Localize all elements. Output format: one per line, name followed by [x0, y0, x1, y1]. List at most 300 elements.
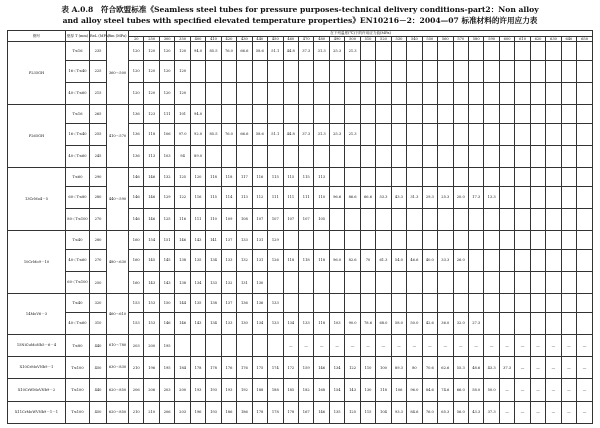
stress-value-cell: 138	[175, 249, 190, 271]
stress-value-cell: 118	[314, 249, 329, 271]
header-temp: 630	[546, 37, 561, 42]
rm-cell: 630～830	[107, 357, 129, 379]
stress-value-cell: 145	[144, 249, 159, 271]
stress-value-cell	[360, 168, 375, 187]
stress-value-cell: 135	[190, 249, 205, 271]
table-row	[8, 401, 593, 423]
stress-value-cell	[221, 145, 236, 167]
thickness-cell: T≤60	[66, 168, 90, 187]
stress-value-cell	[360, 145, 375, 167]
stress-value-cell: 133	[206, 271, 221, 293]
stress-value-cell: —	[546, 401, 561, 423]
stress-value-cell	[546, 60, 561, 82]
stress-value-cell	[515, 145, 530, 167]
stress-value-cell	[206, 105, 221, 124]
stress-value-cell	[298, 105, 313, 124]
stress-value-cell	[329, 231, 344, 250]
stress-value-cell	[407, 105, 422, 124]
stress-value-cell: 29.3	[422, 186, 437, 208]
header-rm: Rm (MPa)	[107, 31, 129, 42]
stress-value-cell	[484, 60, 499, 82]
thickness-cell: T≤16	[66, 105, 90, 124]
stress-value-cell	[561, 123, 576, 145]
stress-value-cell	[561, 105, 576, 124]
stress-value-cell	[438, 42, 453, 61]
stress-value-cell	[499, 82, 514, 104]
stress-value-cell	[422, 208, 437, 230]
stress-value-cell	[499, 208, 514, 230]
stress-value-cell: 159	[298, 357, 313, 379]
stress-value-cell	[206, 82, 221, 104]
stress-value-cell	[546, 168, 561, 187]
stress-value-cell: 115	[360, 401, 375, 423]
grade-cell: 15NiCuMoNb5－6－4	[8, 334, 66, 356]
stress-value-cell: 80	[407, 357, 422, 379]
stress-value-cell	[577, 123, 593, 145]
stress-value-cell: 143	[159, 271, 174, 293]
stress-value-cell	[546, 186, 561, 208]
stress-value-cell	[438, 231, 453, 250]
stress-value-cell: 131	[237, 271, 252, 293]
stress-value-cell	[376, 105, 391, 124]
table-row	[8, 145, 593, 167]
stress-value-cell: 82.6	[345, 249, 360, 271]
stress-value-cell	[546, 145, 561, 167]
stress-value-cell: 120	[175, 60, 190, 82]
header-temp: 530	[391, 37, 406, 42]
stress-value-cell: 104	[376, 401, 391, 423]
stress-value-cell: —	[561, 379, 576, 401]
stress-value-cell: —	[499, 401, 514, 423]
rm-cell: 410～570	[107, 105, 129, 168]
stress-value-cell: 136	[129, 145, 144, 167]
stress-value-cell: 185	[283, 379, 298, 401]
stress-value-cell	[268, 60, 283, 82]
stress-value-cell: 120	[190, 168, 205, 187]
stress-value-cell	[268, 105, 283, 124]
stress-value-cell	[438, 123, 453, 145]
stress-value-cell: 43.3	[468, 401, 483, 423]
stress-value-cell: 134	[206, 312, 221, 334]
stress-value-cell	[546, 312, 561, 334]
stress-value-cell: 58.0	[468, 379, 483, 401]
title-line-1: 表 A.0.8 符合欧盟标准《Seamless steel tubes for pressure purposes-technical delivery conditions-part2：Non alloy	[61, 5, 539, 14]
stress-value-cell	[252, 105, 267, 124]
stress-value-cell: 154	[144, 231, 159, 250]
stress-value-cell	[422, 82, 437, 104]
stress-value-cell	[314, 294, 329, 313]
stress-value-cell	[391, 123, 406, 145]
stress-value-cell	[468, 123, 483, 145]
stress-value-cell	[515, 231, 530, 250]
stress-value-cell	[484, 42, 499, 61]
stress-value-cell: 53.3	[376, 186, 391, 208]
stress-value-cell	[484, 271, 499, 293]
table-row	[8, 334, 593, 356]
stress-value-cell	[314, 271, 329, 293]
stress-value-cell: —	[391, 334, 406, 356]
header-temp: 570	[453, 37, 468, 42]
stress-value-cell: 120	[144, 82, 159, 104]
stress-value-cell: 70	[360, 249, 375, 271]
rel-cell: 270	[90, 249, 107, 271]
stress-value-cell: 196	[144, 357, 159, 379]
stress-value-cell: 58.0	[391, 312, 406, 334]
rel-cell: 280	[90, 186, 107, 208]
stress-value-cell	[376, 208, 391, 230]
stress-value-cell	[376, 60, 391, 82]
thickness-cell: 40＜T≤60	[66, 249, 90, 271]
stress-value-cell: 56.0	[453, 401, 468, 423]
stress-value-cell: 103	[159, 145, 174, 167]
stress-value-cell: 93.3	[391, 401, 406, 423]
stress-value-cell: —	[546, 334, 561, 356]
table-title	[0, 4, 600, 26]
stress-value-cell	[484, 123, 499, 145]
stress-value-cell: 154	[329, 379, 344, 401]
stress-value-cell	[577, 249, 593, 271]
stress-value-cell: 106	[159, 123, 174, 145]
table-row	[8, 123, 593, 145]
table-row	[8, 168, 593, 187]
stress-value-cell: 176	[221, 357, 236, 379]
stress-value-cell: 76.0	[221, 123, 236, 145]
header-temp: 550	[422, 37, 437, 42]
stress-value-cell: 43.3	[391, 186, 406, 208]
grade-cell: P235GH	[8, 42, 66, 105]
grade-cell: X10CrMoVNb9－1	[8, 357, 66, 379]
stress-value-cell: 96.0	[407, 379, 422, 401]
stress-value-cell: 113	[237, 186, 252, 208]
rel-cell: 310	[90, 312, 107, 334]
stress-value-cell	[453, 42, 468, 61]
stress-value-cell: 118	[314, 312, 329, 334]
stress-value-cell: —	[484, 334, 499, 356]
header-temp: 20	[129, 37, 144, 42]
table-row	[8, 231, 593, 250]
stress-value-cell	[561, 271, 576, 293]
stress-value-cell	[252, 82, 267, 104]
allowable-stress-table	[7, 30, 593, 424]
header-temp: 440	[252, 37, 267, 42]
stress-value-cell	[438, 271, 453, 293]
stress-value-cell	[453, 145, 468, 167]
stress-value-cell: 17.3	[468, 186, 483, 208]
stress-value-cell	[268, 334, 283, 356]
stress-value-cell	[546, 294, 561, 313]
stress-value-cell: 107	[283, 208, 298, 230]
stress-value-cell	[221, 105, 236, 124]
stress-value-cell	[499, 231, 514, 250]
stress-value-cell: 143	[190, 231, 205, 250]
stress-value-cell: 78.6	[360, 312, 375, 334]
stress-value-cell	[422, 123, 437, 145]
header-temp: 590	[484, 37, 499, 42]
stress-value-cell	[190, 60, 205, 82]
stress-value-cell	[407, 294, 422, 313]
stress-value-cell: 146	[144, 208, 159, 230]
stress-value-cell	[283, 294, 298, 313]
thickness-cell: 60＜T≤100	[66, 271, 90, 293]
stress-value-cell	[468, 105, 483, 124]
stress-value-cell	[530, 294, 545, 313]
stress-value-cell: —	[376, 334, 391, 356]
stress-value-cell: 61.3	[376, 249, 391, 271]
stress-value-cell: 31.3	[314, 42, 329, 61]
rm-cell: 360～500	[107, 42, 129, 105]
stress-value-cell	[499, 249, 514, 271]
stress-value-cell: 96.0	[329, 249, 344, 271]
stress-value-cell	[422, 168, 437, 187]
stress-value-cell: 135	[329, 401, 344, 423]
stress-value-cell	[515, 312, 530, 334]
stress-value-cell: 196	[190, 401, 205, 423]
stress-value-cell: 146	[314, 401, 329, 423]
stress-value-cell: 134	[329, 357, 344, 379]
stress-value-cell: 160	[129, 249, 144, 271]
stress-value-cell: 105	[314, 208, 329, 230]
stress-value-cell	[283, 271, 298, 293]
stress-value-cell	[407, 271, 422, 293]
stress-value-cell	[468, 145, 483, 167]
stress-value-cell: 107	[268, 208, 283, 230]
header-temp: 500	[345, 37, 360, 42]
stress-value-cell: —	[499, 334, 514, 356]
table-row	[8, 186, 593, 208]
thickness-cell: T≤16	[66, 42, 90, 61]
stress-value-cell: 206	[159, 401, 174, 423]
stress-value-cell: 50.0	[484, 379, 499, 401]
stress-value-cell: —	[530, 334, 545, 356]
stress-value-cell: —	[577, 357, 593, 379]
stress-value-cell	[561, 186, 576, 208]
stress-value-cell	[345, 271, 360, 293]
stress-value-cell: 134	[283, 312, 298, 334]
stress-value-cell: 51.1	[268, 42, 283, 61]
stress-value-cell	[407, 145, 422, 167]
stress-value-cell	[407, 60, 422, 82]
stress-value-cell	[515, 105, 530, 124]
stress-value-cell: 206	[144, 379, 159, 401]
stress-value-cell: 85.5	[206, 123, 221, 145]
stress-value-cell: 118	[221, 168, 236, 187]
stress-value-cell: 203	[175, 401, 190, 423]
stress-value-cell: 131	[252, 231, 267, 250]
stress-value-cell	[252, 145, 267, 167]
stress-value-cell: 120	[129, 82, 144, 104]
stress-value-cell	[268, 145, 283, 167]
header-temp: 490	[329, 37, 344, 42]
header-temp: 520	[376, 37, 391, 42]
stress-value-cell	[530, 60, 545, 82]
stress-value-cell	[546, 82, 561, 104]
stress-value-cell: 112	[252, 186, 267, 208]
stress-value-cell: 32.0	[453, 312, 468, 334]
stress-value-cell: 118	[376, 379, 391, 401]
rel-cell: 250	[90, 271, 107, 293]
rel-cell: 320	[90, 294, 107, 313]
stress-value-cell: 31.3	[314, 123, 329, 145]
stress-value-cell: 172	[283, 357, 298, 379]
stress-value-cell	[407, 208, 422, 230]
stress-value-cell: 118	[298, 249, 313, 271]
stress-value-cell: 137	[221, 231, 236, 250]
rel-cell: 215	[90, 82, 107, 104]
stress-value-cell	[360, 294, 375, 313]
stress-value-cell	[438, 145, 453, 167]
stress-value-cell: 210	[129, 357, 144, 379]
stress-value-cell: 132	[221, 271, 236, 293]
stress-value-cell: 133	[268, 312, 283, 334]
stress-value-cell: 167	[298, 401, 313, 423]
stress-value-cell	[546, 105, 561, 124]
stress-value-cell: —	[515, 357, 530, 379]
stress-value-cell: 130	[252, 271, 267, 293]
stress-value-cell: 193	[206, 379, 221, 401]
stress-value-cell: 70.6	[422, 357, 437, 379]
stress-value-cell: 90.0	[345, 312, 360, 334]
stress-value-cell	[221, 334, 236, 356]
header-temp: 450	[268, 37, 283, 42]
stress-value-cell: 195	[159, 357, 174, 379]
stress-value-cell	[468, 294, 483, 313]
thickness-cell: T≤100	[66, 379, 90, 401]
stress-value-cell: 111	[190, 208, 205, 230]
rel-cell: 255	[90, 123, 107, 145]
stress-value-cell: 134	[206, 249, 221, 271]
stress-value-cell: 26.0	[453, 249, 468, 271]
stress-value-cell	[206, 334, 221, 356]
stress-value-cell: 174	[268, 357, 283, 379]
stress-value-cell	[314, 105, 329, 124]
stress-value-cell: —	[283, 334, 298, 356]
stress-value-cell	[391, 208, 406, 230]
stress-value-cell: 33.3	[438, 249, 453, 271]
stress-value-cell: —	[345, 334, 360, 356]
stress-value-cell	[345, 231, 360, 250]
stress-value-cell	[360, 271, 375, 293]
stress-value-cell: 206	[129, 379, 144, 401]
header-temp: 650	[577, 37, 593, 42]
stress-value-cell: 129	[159, 186, 174, 208]
stress-value-cell: 36.0	[438, 312, 453, 334]
stress-value-cell: 113	[144, 145, 159, 167]
stress-value-cell	[360, 208, 375, 230]
stress-value-cell	[345, 168, 360, 187]
stress-value-cell	[484, 145, 499, 167]
stress-value-cell: 115	[268, 168, 283, 187]
stress-value-cell: 111	[268, 186, 283, 208]
stress-value-cell	[484, 294, 499, 313]
stress-value-cell: 116	[175, 208, 190, 230]
stress-value-cell	[329, 145, 344, 167]
stress-value-cell: —	[499, 379, 514, 401]
stress-value-cell	[376, 123, 391, 145]
stress-value-cell: 125	[159, 208, 174, 230]
stress-value-cell	[484, 249, 499, 271]
stress-value-cell	[391, 105, 406, 124]
stress-value-cell	[561, 60, 576, 82]
stress-value-cell	[298, 60, 313, 82]
stress-value-cell: 86.6	[345, 186, 360, 208]
rm-cell: 440～590	[107, 168, 129, 231]
stress-value-cell	[252, 334, 267, 356]
stress-value-cell: 84.6	[422, 379, 437, 401]
stress-value-cell: 188	[268, 379, 283, 401]
header-temp: 350	[175, 37, 190, 42]
stress-value-cell	[484, 231, 499, 250]
stress-value-cell	[221, 60, 236, 82]
stress-value-cell	[407, 42, 422, 61]
stress-value-cell	[329, 208, 344, 230]
stress-value-cell	[360, 60, 375, 82]
stress-value-cell	[453, 60, 468, 82]
grade-cell: 13CrMo4－5	[8, 168, 66, 231]
stress-value-cell: 153	[144, 312, 159, 334]
grade-cell: 14MoV6－3	[8, 294, 66, 335]
stress-value-cell	[499, 186, 514, 208]
stress-value-cell: 133	[221, 312, 236, 334]
stress-value-cell	[530, 186, 545, 208]
stress-value-cell: 153	[129, 312, 144, 334]
header-temp: 510	[360, 37, 375, 42]
stress-value-cell	[345, 105, 360, 124]
stress-value-cell	[422, 271, 437, 293]
stress-value-cell	[499, 312, 514, 334]
stress-value-cell: —	[360, 334, 375, 356]
stress-value-cell: 116	[190, 186, 205, 208]
stress-value-cell: 46.6	[407, 249, 422, 271]
stress-value-cell	[237, 145, 252, 167]
table-row	[8, 42, 593, 61]
stress-value-cell: —	[546, 357, 561, 379]
stress-value-cell: 120	[129, 42, 144, 61]
rel-cell: 270	[90, 208, 107, 230]
stress-value-cell: 137	[221, 294, 236, 313]
stress-value-cell	[546, 231, 561, 250]
rel-cell: 440	[90, 379, 107, 401]
header-temp: 410	[206, 37, 221, 42]
table-row	[8, 105, 593, 124]
stress-value-cell	[530, 145, 545, 167]
stress-value-cell	[391, 168, 406, 187]
stress-value-cell	[376, 271, 391, 293]
stress-value-cell	[298, 145, 313, 167]
stress-value-cell: 50.0	[407, 312, 422, 334]
stress-value-cell: 120	[144, 42, 159, 61]
stress-value-cell: 116	[252, 168, 267, 187]
stress-value-cell: 136	[129, 105, 144, 124]
stress-value-cell: 66.6	[360, 186, 375, 208]
rel-cell: 245	[90, 145, 107, 167]
stress-value-cell: 193	[206, 401, 221, 423]
stress-value-cell: 125	[345, 401, 360, 423]
stress-value-cell	[515, 249, 530, 271]
header-thickness: 壁厚 T (mm)	[66, 31, 90, 42]
stress-value-cell: 118	[283, 249, 298, 271]
stress-value-cell: 68.0	[376, 312, 391, 334]
stress-value-cell: 146	[129, 168, 144, 187]
stress-value-cell	[468, 208, 483, 230]
stress-value-cell: 146	[144, 186, 159, 208]
header-temp: 430	[237, 37, 252, 42]
thickness-cell: 80＜T≤100	[66, 208, 90, 230]
stress-value-cell	[422, 42, 437, 61]
grade-cell: X10CrWMoVNb9－2	[8, 379, 66, 401]
stress-value-cell: 120	[144, 60, 159, 82]
header-grade: 钢号	[8, 31, 66, 42]
stress-value-cell	[515, 186, 530, 208]
